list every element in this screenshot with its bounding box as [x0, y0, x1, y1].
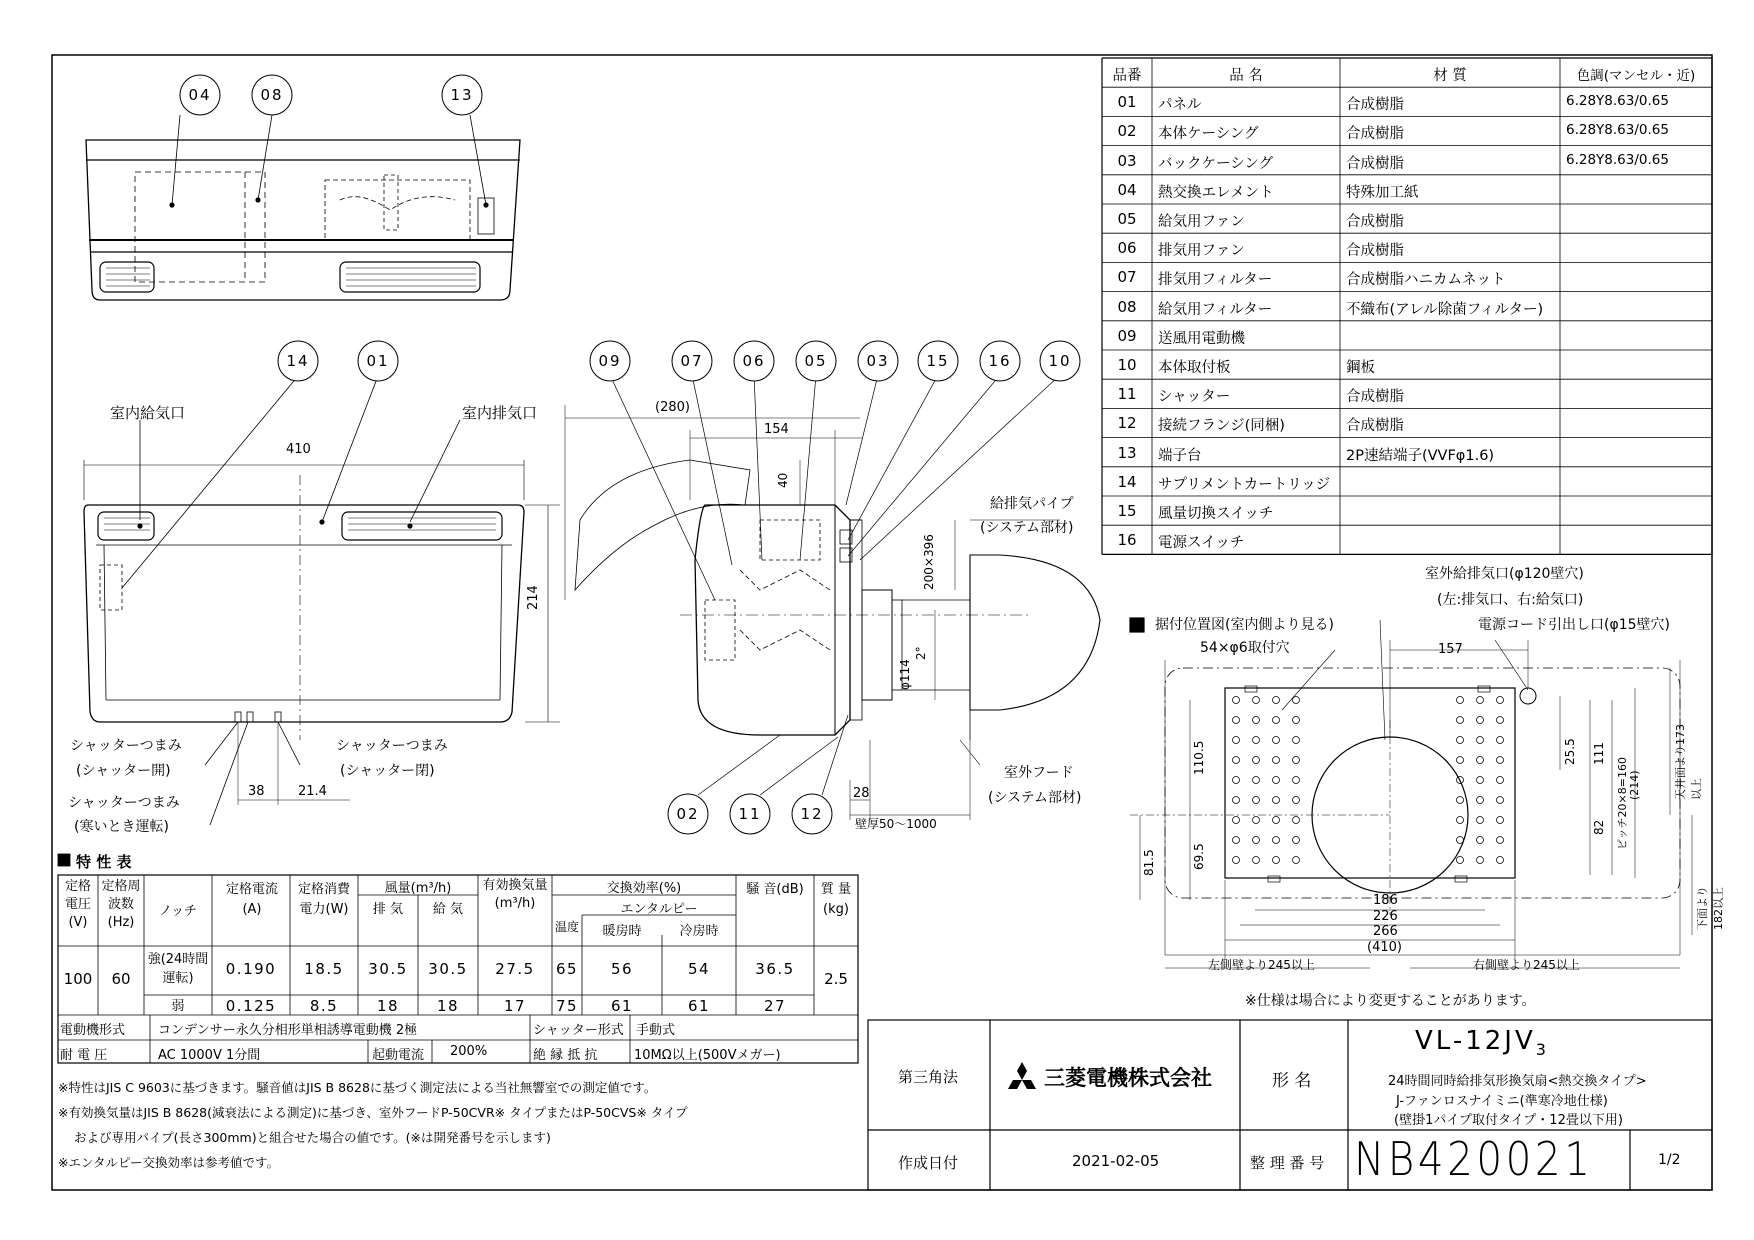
spec-h-mass: 質 量(kg): [820, 882, 852, 917]
spec-insulation-label: 絶 縁 抵 抗: [533, 1048, 598, 1063]
tb-projection: 第三角法: [898, 1068, 959, 1086]
dim-wall: 壁厚50～1000: [855, 817, 937, 831]
callout-09: 09: [598, 352, 622, 370]
parts-cell-r0-c3: 6.28Y8.63/0.65: [1566, 93, 1669, 110]
parts-cell-r13-c0: 14: [1117, 472, 1137, 491]
mount-dim-410: (410): [1367, 940, 1402, 955]
parts-cell-r7-c0: 08: [1117, 297, 1137, 316]
tb-number-label: 整 理 番 号: [1250, 1154, 1325, 1172]
mount-outdoor-port-b: (左:排気口、右:給気口): [1437, 592, 1584, 608]
parts-cell-r7-c1: 給気用フィルター: [1158, 301, 1273, 318]
parts-cell-r4-c2: 合成樹脂: [1346, 214, 1404, 230]
parts-cell-r9-c0: 10: [1117, 356, 1137, 374]
spec-cell-effective-0: 27.5: [495, 960, 535, 978]
parts-header-3: 色調(マンセル・近): [1576, 68, 1696, 84]
spec-cell-exhaust-0: 30.5: [368, 960, 408, 978]
mount-ceiling: 天井面より173以上: [1674, 724, 1703, 800]
callout-15: 15: [926, 352, 950, 370]
mount-floor: 下面より182以上: [1696, 886, 1725, 930]
spec-h-freq: 定格周波数(Hz): [101, 879, 141, 930]
parts-cell-r3-c0: 04: [1117, 180, 1137, 199]
parts-cell-r8-c1: 送風用電動機: [1158, 330, 1245, 347]
parts-cell-r11-c1: 接続フランジ(同梱): [1158, 418, 1285, 435]
spec-motor-label: 電動機形式: [60, 1023, 126, 1038]
callout-10: 10: [1048, 352, 1072, 370]
parts-cell-r4-c0: 05: [1117, 210, 1137, 228]
callout-08: 08: [260, 86, 284, 104]
spec-cell-noise-1: 27: [763, 997, 787, 1015]
parts-cell-r3-c2: 特殊加工紙: [1346, 184, 1419, 201]
mount-dim-25-5: 25.5: [1563, 738, 1577, 765]
parts-cell-r6-c1: 排気用フィルター: [1158, 272, 1273, 289]
parts-cell-r10-c2: 合成樹脂: [1346, 389, 1404, 406]
dim-280: (280): [655, 400, 690, 415]
dim-width-410: 410: [286, 442, 311, 457]
parts-cell-r6-c0: 07: [1117, 268, 1137, 287]
spec-h-power: 定格消費電力(W): [297, 882, 350, 917]
dim-height-214: 214: [526, 585, 541, 610]
spec-h-effective: 有効換気量(m³/h): [482, 878, 548, 911]
dim-28: 28: [853, 786, 870, 801]
label-indoor-supply: 室内給気口: [110, 404, 186, 422]
note-1: ※特性はJIS C 9603に基づきます。騒音値はJIS B 8628に基づく測定法による当社無響室での測定値です。: [58, 1080, 657, 1095]
label-shutter-open-1: シャッターつまみ: [70, 738, 182, 754]
parts-cell-r1-c2: 合成樹脂: [1346, 126, 1404, 143]
spec-cell-power-1: 8.5: [309, 997, 339, 1015]
mount-dim-111: 111: [1592, 742, 1606, 765]
mount-dim-pitch: ピッチ20×8=160: [1616, 757, 1629, 850]
parts-cell-r1-c3: 6.28Y8.63/0.65: [1566, 122, 1669, 139]
spec-start-label: 起動電流: [372, 1048, 425, 1063]
parts-cell-r2-c2: 合成樹脂: [1346, 155, 1404, 172]
spec-cell-effective-1: 17: [503, 997, 527, 1015]
spec-mass: 2.5: [824, 970, 848, 988]
spec-cell-cooling-0: 54: [687, 960, 711, 978]
callout-02: 02: [676, 805, 700, 823]
parts-cell-r0-c2: 合成樹脂: [1346, 97, 1404, 114]
label-shutter-open-1b: (シャッター開): [76, 763, 171, 779]
spec-h-voltage: 定格電圧(V): [64, 879, 91, 930]
spec-cell-supply-0: 30.5: [428, 960, 468, 978]
dim-200x396: 200×396: [922, 534, 936, 590]
parts-header-2: 材 質: [1433, 68, 1467, 84]
dim-40: 40: [776, 472, 790, 488]
mount-outdoor-port: 室外給排気口(φ120壁穴): [1425, 566, 1584, 582]
tb-model: [1415, 1026, 1549, 1059]
parts-cell-r2-c3: 6.28Y8.63/0.65: [1566, 151, 1669, 168]
tb-page: 1/2: [1658, 1152, 1681, 1168]
callout-01: 01: [366, 352, 390, 370]
spec-cell-temp-0: 65: [555, 960, 579, 978]
label-shutter-cold: シャッターつまみ: [68, 795, 180, 811]
parts-cell-r5-c0: 06: [1117, 239, 1137, 258]
tb-date-label: 作成日付: [898, 1154, 959, 1172]
spec-h-exhaust: 排 気: [372, 902, 404, 917]
tb-number: NB420021: [1354, 1132, 1594, 1186]
label-pipe-b: (システム部材): [980, 520, 1074, 536]
parts-header-1: 品 名: [1229, 68, 1263, 84]
spec-h-noise: 騒 音(dB): [746, 882, 804, 897]
label-shutter-cold-b: (寒いとき運転): [74, 819, 169, 835]
spec-change-note: ※仕様は場合により変更することがあります。: [1245, 993, 1536, 1009]
spec-motor-value: コンデンサー永久分相形単相誘導電動機 2極: [158, 1023, 418, 1038]
label-shutter-close: シャッターつまみ: [336, 738, 448, 754]
spec-withstand-label: 耐 電 圧: [60, 1048, 108, 1063]
note-3: および専用パイプ(長さ300mm)と組合せた場合の値です。(※は開発番号を示します): [74, 1130, 551, 1145]
spec-h-notch: ノッチ: [158, 904, 198, 919]
spec-cell-supply-1: 18: [436, 997, 460, 1015]
spec-h-supply: 給 気: [432, 902, 464, 917]
parts-cell-r12-c2: 2P速結端子(VVFφ1.6): [1346, 447, 1495, 464]
spec-cell-cooling-1: 61: [687, 997, 711, 1015]
parts-cell-r5-c1: 排気用ファン: [1158, 243, 1245, 260]
label-hood: 室外フード: [1004, 765, 1074, 781]
spec-cell-power-0: 18.5: [304, 960, 344, 978]
note-2: ※有効換気量はJIS B 8628(減衰法による測定)に基づき、室外フードP-50CVR※ タイプまたはP-50CVS※ タイプ: [58, 1105, 688, 1120]
callout-14: 14: [286, 352, 310, 370]
parts-cell-r1-c1: 本体ケーシング: [1158, 126, 1259, 143]
tb-model-main: VL-12JV: [1415, 1026, 1536, 1056]
dim-2deg: 2°: [914, 646, 928, 660]
spec-h-cooling: 冷房時: [679, 924, 719, 939]
spec-cell-noise-0: 36.5: [755, 960, 795, 978]
spec-shutter-value: 手動式: [636, 1023, 676, 1038]
callout-13: 13: [450, 86, 474, 104]
callout-12: 12: [800, 805, 824, 823]
mount-title: 据付位置図(室内側より見る): [1155, 617, 1334, 633]
spec-cell-current-1: 0.125: [225, 997, 277, 1015]
parts-cell-r14-c1: 風量切換スイッチ: [1158, 506, 1274, 522]
mount-holes-label: 54×φ6取付穴: [1200, 640, 1290, 656]
callout-11: 11: [738, 805, 762, 823]
parts-cell-r15-c0: 16: [1117, 531, 1137, 550]
spec-cell-exhaust-1: 18: [376, 997, 400, 1015]
label-shutter-close-b: (シャッター閉): [340, 763, 435, 779]
parts-cell-r7-c2: 不織布(アレル除菌フィルター): [1346, 301, 1544, 318]
mount-dim-69-5: 69.5: [1192, 843, 1206, 870]
parts-cell-r12-c0: 13: [1117, 443, 1137, 462]
spec-start-value: 200%: [450, 1044, 488, 1059]
parts-cell-r2-c0: 03: [1117, 151, 1137, 170]
mount-dim-157: 157: [1438, 642, 1463, 657]
parts-header-0: 品番: [1112, 68, 1142, 84]
spec-cell-heating-0: 56: [610, 960, 634, 978]
tb-desc-3: (壁掛1パイプ取付タイプ・12畳以下用): [1394, 1113, 1623, 1128]
dim-phi114: φ114: [898, 659, 912, 690]
dim-154: 154: [764, 422, 789, 437]
spec-cell-notch-1: 弱: [171, 999, 185, 1014]
parts-cell-r1-c0: 02: [1117, 122, 1137, 141]
mount-left-wall: 左側壁より245以上: [1208, 958, 1315, 972]
mount-dim-82: 82: [1592, 819, 1606, 835]
parts-cell-r14-c0: 15: [1117, 502, 1137, 520]
parts-cell-r10-c0: 11: [1117, 385, 1137, 404]
spec-insulation-value: 10MΩ以上(500Vメガー): [634, 1048, 781, 1063]
mount-dim-pitch-b: (214): [1628, 770, 1641, 800]
mount-dim-266: 266: [1373, 924, 1398, 939]
callout-06: 06: [742, 352, 766, 370]
label-indoor-exhaust: 室内排気口: [462, 404, 538, 422]
parts-cell-r3-c1: 熱交換エレメント: [1158, 184, 1274, 201]
callout-03: 03: [866, 352, 890, 370]
tb-model-label: 形 名: [1272, 1071, 1312, 1091]
tb-company: 三菱電機株式会社: [1044, 1066, 1212, 1090]
parts-cell-r12-c1: 端子台: [1158, 447, 1202, 464]
spec-shutter-label: シャッター形式: [533, 1023, 624, 1038]
parts-cell-r2-c1: バックケーシング: [1158, 155, 1274, 172]
spec-h-temp: 温度: [554, 920, 579, 934]
mount-right-wall: 右側壁より245以上: [1473, 958, 1580, 972]
tb-date: 2021-02-05: [1072, 1152, 1160, 1170]
spec-cell-temp-1: 75: [555, 997, 579, 1015]
parts-cell-r11-c2: 合成樹脂: [1346, 418, 1404, 435]
tb-desc-1: 24時間同時給排気形換気扇<熱交換タイプ>: [1388, 1074, 1647, 1089]
spec-h-enthalpy: エンタルピー: [620, 902, 698, 917]
spec-title: 特 性 表: [76, 853, 132, 871]
spec-cell-notch-0: 強(24時間運転): [147, 952, 209, 986]
mount-dim-110-5: 110.5: [1192, 740, 1206, 775]
mount-dim-81-5: 81.5: [1142, 849, 1156, 876]
parts-cell-r15-c1: 電源スイッチ: [1158, 535, 1245, 552]
parts-cell-r10-c1: シャッター: [1158, 389, 1231, 406]
spec-freq: 60: [111, 970, 131, 988]
spec-cell-current-0: 0.190: [225, 960, 277, 978]
spec-h-heating: 暖房時: [602, 924, 642, 939]
parts-cell-r9-c2: 鋼板: [1346, 360, 1375, 376]
callout-16: 16: [988, 352, 1012, 370]
spec-h-current: 定格電流(A): [225, 882, 278, 917]
callout-05: 05: [804, 352, 828, 370]
dim-21-4: 21.4: [298, 784, 327, 799]
parts-cell-r11-c0: 12: [1117, 414, 1137, 433]
callout-07: 07: [680, 352, 704, 370]
parts-cell-r0-c0: 01: [1117, 93, 1137, 112]
note-4: ※エンタルピー交換効率は参考値です。: [58, 1155, 279, 1170]
mount-dim-226: 226: [1373, 909, 1398, 924]
tb-model-sub: 3: [1535, 1040, 1549, 1060]
parts-cell-r6-c2: 合成樹脂ハニカムネット: [1346, 272, 1506, 289]
dim-38: 38: [248, 784, 265, 799]
label-pipe: 給排気パイプ: [990, 496, 1074, 512]
spec-voltage: 100: [63, 970, 93, 988]
tb-desc-2: J-ファンロスナイミニ(準寒冷地仕様): [1396, 1094, 1608, 1109]
spec-h-efficiency: 交換効率(%): [606, 881, 682, 896]
parts-cell-r8-c0: 09: [1117, 326, 1137, 345]
parts-cell-r9-c1: 本体取付板: [1158, 360, 1231, 376]
parts-cell-r0-c1: パネル: [1158, 97, 1202, 114]
mount-dim-186: 186: [1373, 893, 1398, 908]
parts-cell-r4-c1: 給気用ファン: [1158, 214, 1245, 230]
parts-cell-r13-c1: サプリメントカートリッジ: [1158, 476, 1331, 493]
mount-power-cord: 電源コード引出し口(φ15壁穴): [1478, 617, 1670, 633]
spec-withstand-value: AC 1000V 1分間: [158, 1048, 261, 1063]
spec-h-airflow: 風量(m³/h): [384, 881, 452, 896]
spec-cell-heating-1: 61: [610, 997, 634, 1015]
parts-cell-r5-c2: 合成樹脂: [1346, 243, 1404, 260]
label-hood-b: (システム部材): [988, 790, 1082, 806]
callout-04: 04: [188, 86, 212, 104]
